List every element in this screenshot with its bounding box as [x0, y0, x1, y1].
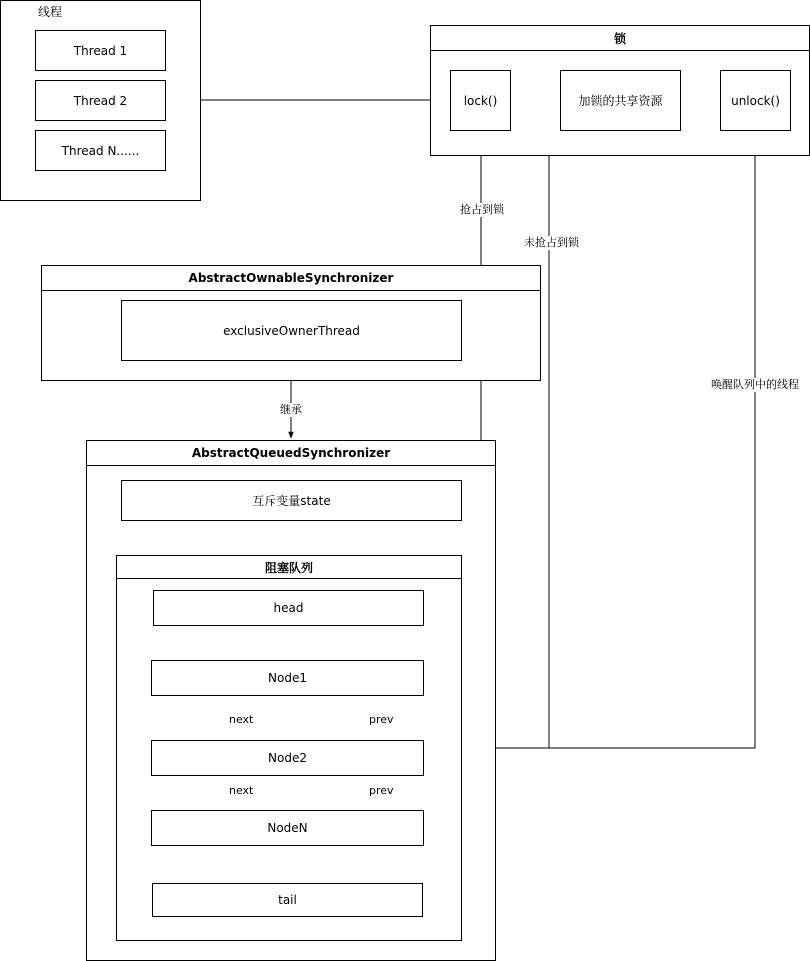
queue-head[interactable]: head — [153, 590, 424, 626]
label-prev-1: prev — [369, 713, 394, 726]
queue-node1[interactable]: Node1 — [151, 660, 424, 696]
label-prev-2: prev — [369, 784, 394, 797]
queue-node2[interactable]: Node2 — [151, 740, 424, 776]
blocking-queue-title: 阻塞队列 — [117, 556, 461, 579]
aqs-title: AbstractQueuedSynchronizer — [87, 441, 495, 466]
label-wake: 唤醒队列中的线程 — [711, 378, 799, 391]
queue-noden[interactable]: NodeN — [151, 810, 424, 846]
threads-title: 线程 — [38, 5, 63, 19]
thread-1[interactable]: Thread 1 — [35, 30, 166, 71]
label-not-acquired: 未抢占到锁 — [524, 236, 579, 249]
label-inherit: 继承 — [280, 403, 302, 416]
label-acquired: 抢占到锁 — [460, 203, 504, 216]
shared-resource[interactable]: 加锁的共享资源 — [560, 70, 681, 131]
lock-title: 锁 — [431, 26, 809, 51]
state-variable[interactable]: 互斥变量state — [121, 480, 462, 521]
aos-title: AbstractOwnableSynchronizer — [42, 266, 540, 291]
label-next-2: next — [229, 784, 254, 797]
thread-2[interactable]: Thread 2 — [35, 80, 166, 121]
label-next-1: next — [229, 713, 254, 726]
exclusive-owner-thread[interactable]: exclusiveOwnerThread — [121, 300, 462, 361]
queue-tail[interactable]: tail — [152, 883, 423, 917]
lock-method[interactable]: lock() — [450, 70, 511, 131]
thread-n[interactable]: Thread N...... — [35, 130, 166, 171]
unlock-method[interactable]: unlock() — [720, 70, 791, 131]
arrow-wake-queue — [549, 131, 755, 748]
